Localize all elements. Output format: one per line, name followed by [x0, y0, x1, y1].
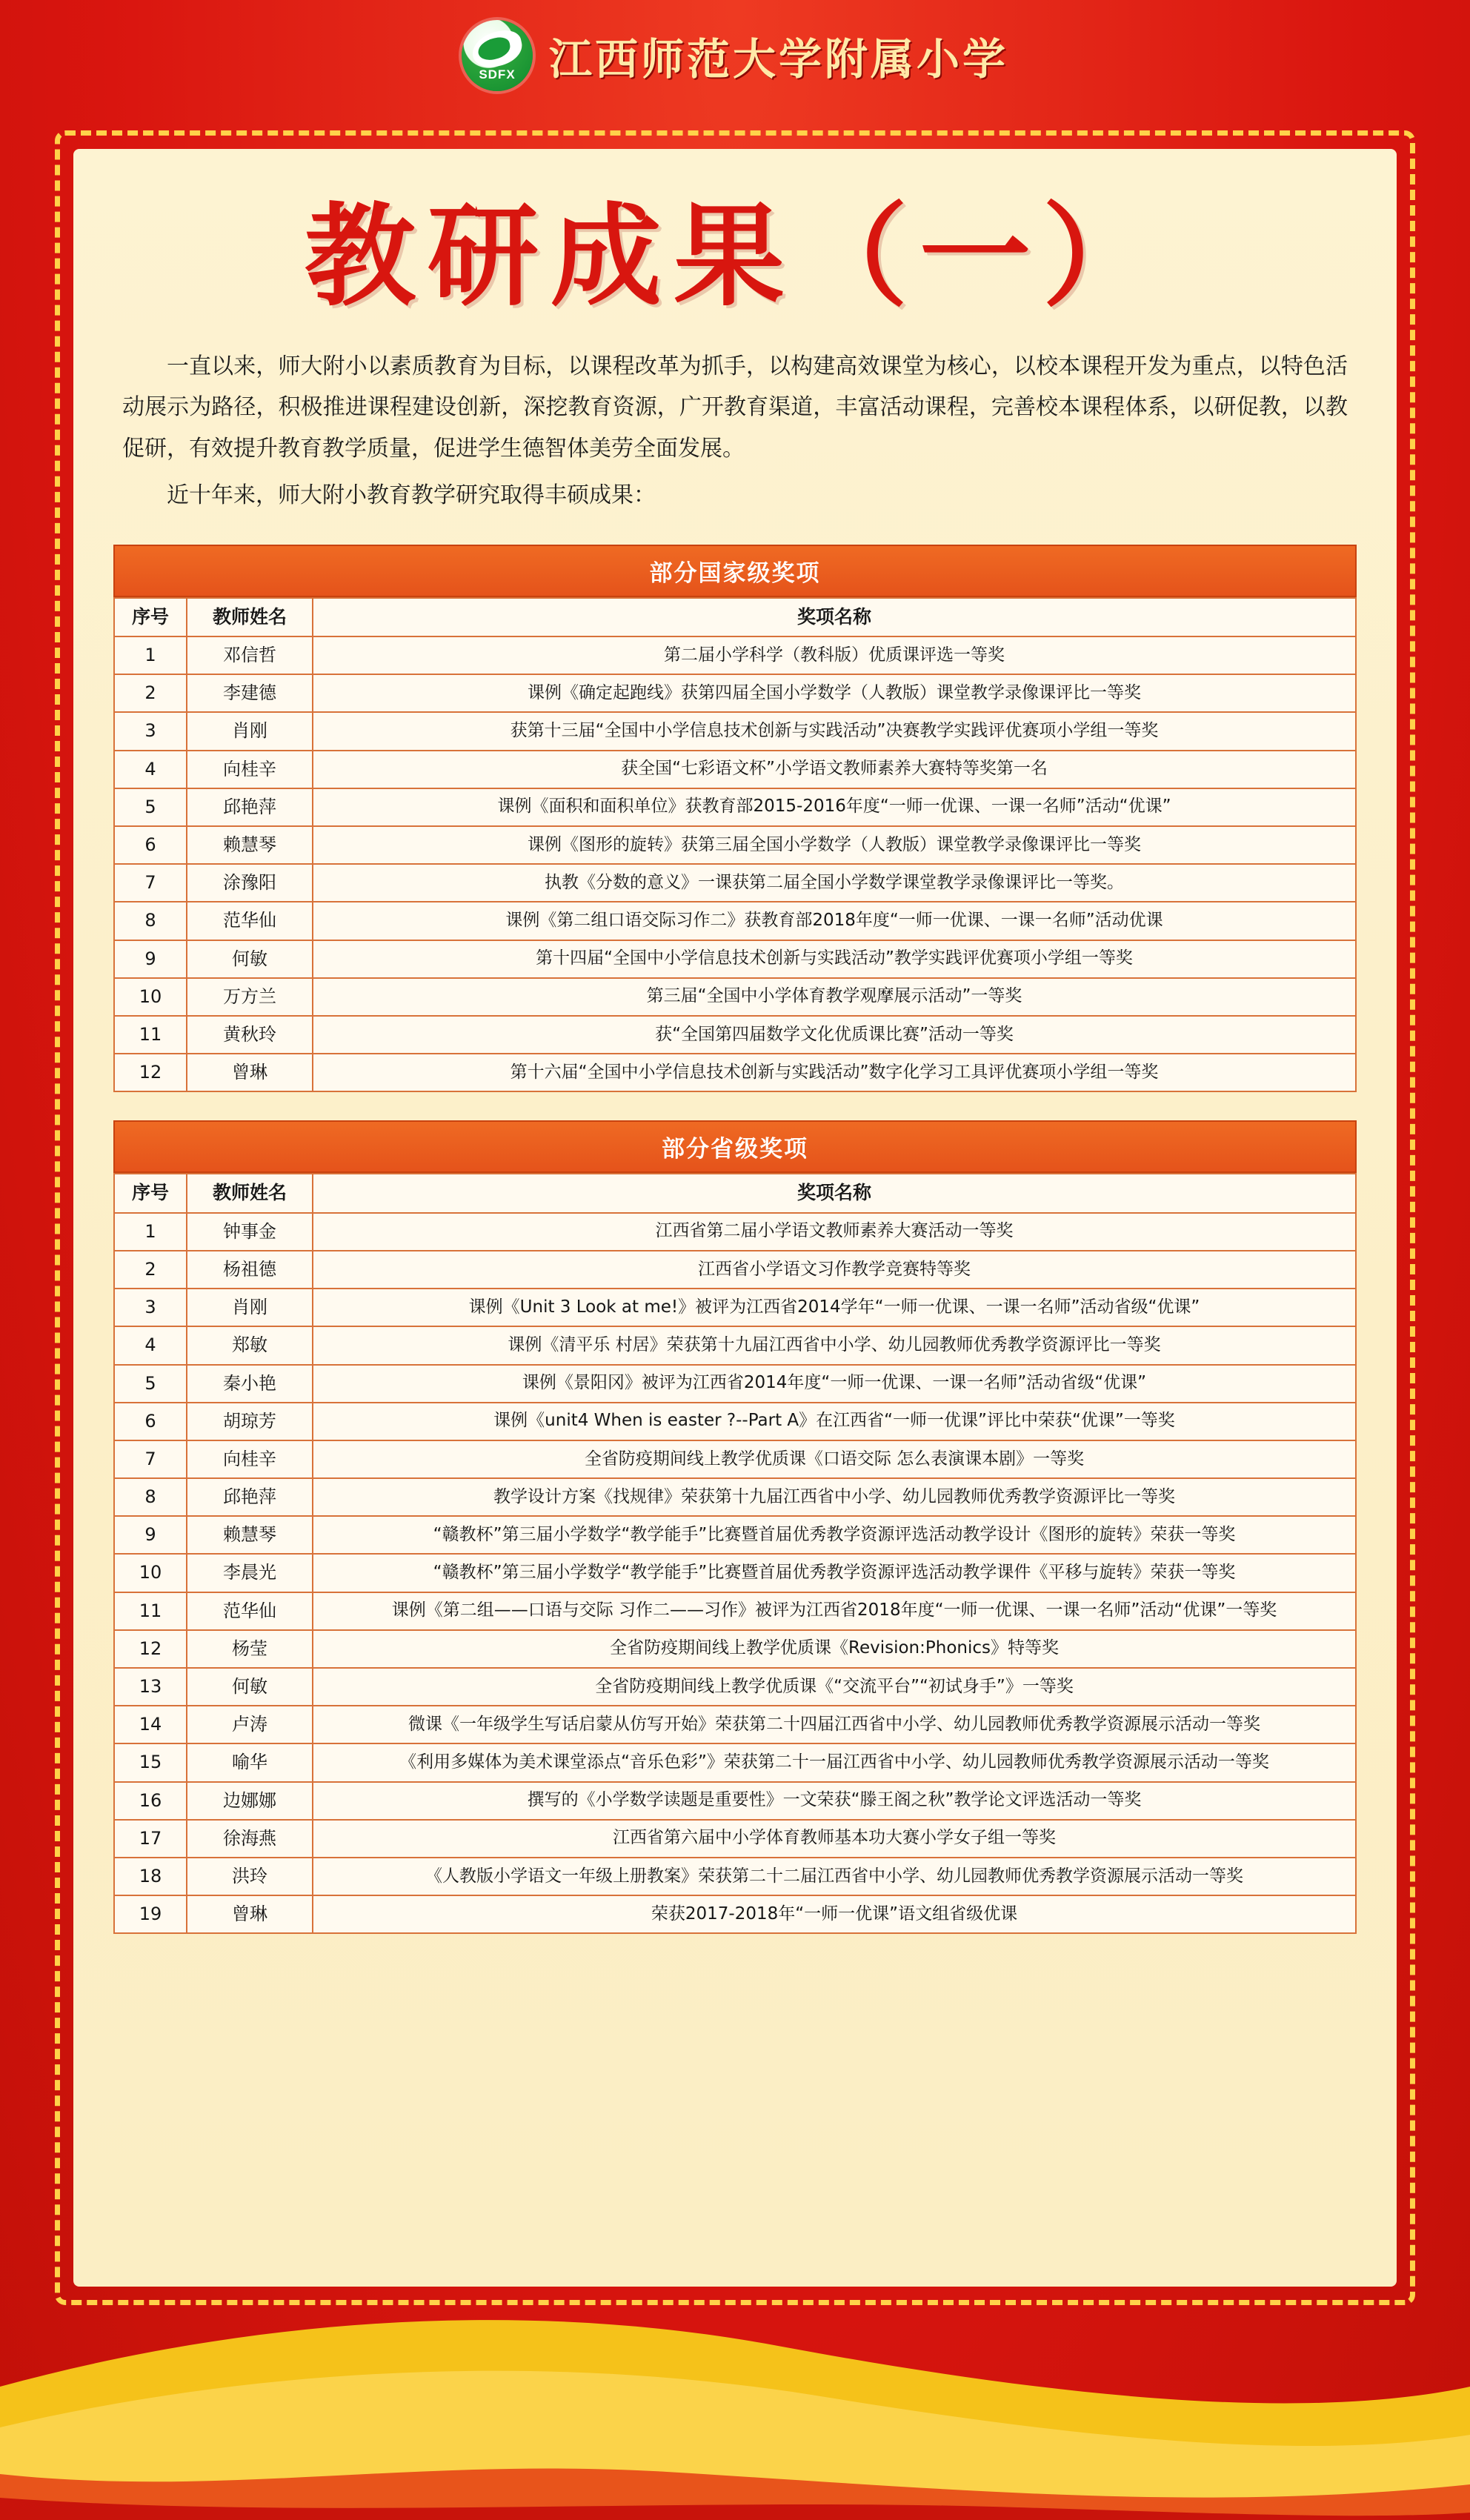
table-row	[114, 864, 1356, 902]
table-row	[114, 1630, 1356, 1668]
table-row	[114, 826, 1356, 864]
cell-teacher-name: 向桂辛	[187, 751, 313, 788]
table-row	[114, 1016, 1356, 1054]
table-row	[114, 1403, 1356, 1440]
cell-teacher-name: 李晨光	[187, 1554, 313, 1592]
cell-teacher-name: 郑敏	[187, 1326, 313, 1364]
cell-no: 9	[114, 940, 187, 978]
page-title: 教研成果（一）	[304, 191, 1165, 322]
cell-teacher-name: 李建德	[187, 674, 313, 712]
cell-no: 13	[114, 1668, 187, 1706]
cell-teacher-name: 何敏	[187, 1668, 313, 1706]
cell-teacher-name: 杨祖德	[187, 1251, 313, 1289]
cell-award-name: 江西省小学语文习作教学竞赛特等奖	[313, 1251, 1356, 1289]
table-row	[114, 1213, 1356, 1251]
cell-teacher-name: 涂豫阳	[187, 864, 313, 902]
intro-text	[113, 346, 1357, 516]
cell-no: 5	[114, 788, 187, 826]
cell-teacher-name: 曾琳	[187, 1895, 313, 1933]
table-row	[114, 1289, 1356, 1326]
cell-award-name: 全省防疫期间线上教学优质课《Revision:Phonics》特等奖	[313, 1630, 1356, 1668]
cell-award-name: 《利用多媒体为美术课堂添点“音乐色彩”》荣获第二十一届江西省中小学、幼儿园教师优秀教学资源展示活动一等奖	[313, 1743, 1356, 1781]
cell-no: 2	[114, 1251, 187, 1289]
intro-paragraph-1: 一直以来，师大附小以素质教育为目标，以课程改革为抓手，以构建高效课堂为核心，以校本课程开发为重点，以特色活动展示为路径，积极推进课程建设创新，深挖教育资源，广开教育渠道，丰富活动课程，完善校本课程体系，以研促教，以教促研，有效提升教育教学质量，促进学生德智体美劳全面发展。	[122, 353, 1348, 462]
section-heading-national: 部分国家级奖项	[113, 545, 1357, 597]
intro-paragraph-2: 近十年来，师大附小教育教学研究取得丰硕成果：	[167, 482, 656, 508]
cell-no: 4	[114, 1326, 187, 1364]
table-row	[114, 1858, 1356, 1895]
cell-no: 1	[114, 1213, 187, 1251]
cell-teacher-name: 钟事金	[187, 1213, 313, 1251]
table-row	[114, 1820, 1356, 1858]
table-row	[114, 788, 1356, 826]
cell-teacher-name: 胡琼芳	[187, 1403, 313, 1440]
cell-award-name: 获“全国第四届数学文化优质课比赛”活动一等奖	[313, 1016, 1356, 1054]
cell-award-name: 第二届小学科学（教科版）优质课评选一等奖	[313, 636, 1356, 674]
cell-teacher-name: 徐海燕	[187, 1820, 313, 1858]
cell-award-name: 第十四届“全国中小学信息技术创新与实践活动”教学实践评优赛项小学组一等奖	[313, 940, 1356, 978]
section-province	[113, 1120, 1357, 1934]
cell-no: 12	[114, 1054, 187, 1091]
cell-award-name: 课例《清平乐 村居》荣获第十九届江西省中小学、幼儿园教师优秀教学资源评比一等奖	[313, 1326, 1356, 1364]
cell-no: 3	[114, 1289, 187, 1326]
cell-award-name: 第十六届“全国中小学信息技术创新与实践活动”数字化学习工具评优赛项小学组一等奖	[313, 1054, 1356, 1091]
cell-teacher-name: 卢涛	[187, 1706, 313, 1743]
table-row	[114, 712, 1356, 750]
cell-no: 10	[114, 978, 187, 1016]
cell-no: 1	[114, 636, 187, 674]
column-header-award: 奖项名称	[313, 1174, 1356, 1213]
cell-no: 3	[114, 712, 187, 750]
cell-no: 6	[114, 826, 187, 864]
cell-teacher-name: 秦小艳	[187, 1365, 313, 1403]
cell-teacher-name: 肖刚	[187, 712, 313, 750]
cell-award-name: 获全国“七彩语文杯”小学语文教师素养大赛特等奖第一名	[313, 751, 1356, 788]
cell-teacher-name: 向桂辛	[187, 1440, 313, 1478]
table-row	[114, 1251, 1356, 1289]
table-header-row	[114, 1174, 1356, 1213]
bottom-wave-decoration	[0, 2275, 1470, 2520]
cell-no: 4	[114, 751, 187, 788]
cell-no: 14	[114, 1706, 187, 1743]
cell-teacher-name: 边娜娜	[187, 1782, 313, 1820]
cell-no: 15	[114, 1743, 187, 1781]
cell-award-name: 江西省第二届小学语文教师素养大赛活动一等奖	[313, 1213, 1356, 1251]
table-row	[114, 674, 1356, 712]
cell-award-name: 撰写的《小学数学读题是重要性》一文荣获“滕王阁之秋”教学论文评选活动一等奖	[313, 1782, 1356, 1820]
cell-teacher-name: 何敏	[187, 940, 313, 978]
table-row	[114, 636, 1356, 674]
cell-award-name: 课例《确定起跑线》获第四届全国小学数学（人教版）课堂教学录像课评比一等奖	[313, 674, 1356, 712]
cell-no: 2	[114, 674, 187, 712]
cell-no: 10	[114, 1554, 187, 1592]
cell-teacher-name: 邱艳萍	[187, 1478, 313, 1516]
cell-award-name: 江西省第六届中小学体育教师基本功大赛小学女子组一等奖	[313, 1820, 1356, 1858]
cell-teacher-name: 万方兰	[187, 978, 313, 1016]
cell-teacher-name: 赖慧琴	[187, 826, 313, 864]
school-name: 江西师范大学附属小学	[548, 34, 1008, 84]
cell-award-name: “赣教杯”第三届小学数学“教学能手”比赛暨首届优秀教学资源评选活动教学课件《平移与旋转》荣获一等奖	[313, 1554, 1356, 1592]
paper-sheet	[73, 149, 1397, 2287]
cell-award-name: 课例《第二组——口语与交际 习作二——习作》被评为江西省2018年度“一师一优课、一课一名师”活动“优课”一等奖	[313, 1592, 1356, 1630]
poster-header	[0, 0, 1470, 111]
cell-teacher-name: 邓信哲	[187, 636, 313, 674]
cell-award-name: 第三届“全国中小学体育教学观摩展示活动”一等奖	[313, 978, 1356, 1016]
column-header-no: 序号	[114, 1174, 187, 1213]
table-row	[114, 751, 1356, 788]
cell-teacher-name: 赖慧琴	[187, 1516, 313, 1554]
table-row	[114, 940, 1356, 978]
cell-no: 16	[114, 1782, 187, 1820]
cell-award-name: 《人教版小学语文一年级上册教案》荣获第二十二届江西省中小学、幼儿园教师优秀教学资源展示活动一等奖	[313, 1858, 1356, 1895]
cell-no: 8	[114, 902, 187, 940]
cell-no: 7	[114, 1440, 187, 1478]
table-row	[114, 1516, 1356, 1554]
cell-no: 12	[114, 1630, 187, 1668]
cell-award-name: 课例《Unit 3 Look at me!》被评为江西省2014学年“一师一优课、一课一名师”活动省级“优课”	[313, 1289, 1356, 1326]
cell-teacher-name: 黄秋玲	[187, 1016, 313, 1054]
cell-no: 5	[114, 1365, 187, 1403]
table-row	[114, 1895, 1356, 1933]
dashed-frame	[55, 130, 1415, 2305]
logo-abbreviation: SDFX	[479, 67, 516, 82]
cell-award-name: 课例《景阳冈》被评为江西省2014年度“一师一优课、一课一名师”活动省级“优课”	[313, 1365, 1356, 1403]
table-row	[114, 1554, 1356, 1592]
section-heading-province: 部分省级奖项	[113, 1120, 1357, 1173]
cell-no: 9	[114, 1516, 187, 1554]
cell-teacher-name: 杨莹	[187, 1630, 313, 1668]
cell-no: 8	[114, 1478, 187, 1516]
cell-award-name: 课例《图形的旋转》获第三届全国小学数学（人教版）课堂教学录像课评比一等奖	[313, 826, 1356, 864]
cell-award-name: 课例《面积和面积单位》获教育部2015-2016年度“一师一优课、一课一名师”活动“优课”	[313, 788, 1356, 826]
table-row	[114, 1365, 1356, 1403]
column-header-teacher: 教师姓名	[187, 1174, 313, 1213]
table-row	[114, 1440, 1356, 1478]
cell-no: 11	[114, 1016, 187, 1054]
table-national-awards	[113, 597, 1357, 1093]
table-row	[114, 1054, 1356, 1091]
cell-award-name: 执教《分数的意义》一课获第二届全国小学数学课堂教学录像课评比一等奖。	[313, 864, 1356, 902]
cell-award-name: 全省防疫期间线上教学优质课《“交流平台”“初试身手”》一等奖	[313, 1668, 1356, 1706]
table-row	[114, 902, 1356, 940]
cell-no: 19	[114, 1895, 187, 1933]
table-row	[114, 1782, 1356, 1820]
cell-award-name: 获第十三届“全国中小学信息技术创新与实践活动”决赛教学实践评优赛项小学组一等奖	[313, 712, 1356, 750]
school-logo-icon	[462, 20, 533, 91]
cell-no: 7	[114, 864, 187, 902]
section-national	[113, 545, 1357, 1093]
table-row	[114, 1743, 1356, 1781]
cell-award-name: 教学设计方案《找规律》荣获第十九届江西省中小学、幼儿园教师优秀教学资源评比一等奖	[313, 1478, 1356, 1516]
cell-award-name: 微课《一年级学生写话启蒙从仿写开始》荣获第二十四届江西省中小学、幼儿园教师优秀教学资源展示活动一等奖	[313, 1706, 1356, 1743]
cell-teacher-name: 邱艳萍	[187, 788, 313, 826]
table-row	[114, 1706, 1356, 1743]
cell-no: 18	[114, 1858, 187, 1895]
cell-no: 6	[114, 1403, 187, 1440]
table-row	[114, 1668, 1356, 1706]
column-header-teacher: 教师姓名	[187, 598, 313, 637]
table-header-row	[114, 598, 1356, 637]
column-header-no: 序号	[114, 598, 187, 637]
cell-teacher-name: 喻华	[187, 1743, 313, 1781]
cell-teacher-name: 肖刚	[187, 1289, 313, 1326]
cell-teacher-name: 范华仙	[187, 902, 313, 940]
cell-award-name: 全省防疫期间线上教学优质课《口语交际 怎么表演课本剧》一等奖	[313, 1440, 1356, 1478]
table-row	[114, 978, 1356, 1016]
cell-award-name: 课例《第二组口语交际习作二》获教育部2018年度“一师一优课、一课一名师”活动优课	[313, 902, 1356, 940]
cell-teacher-name: 洪玲	[187, 1858, 313, 1895]
cell-no: 11	[114, 1592, 187, 1630]
cell-teacher-name: 范华仙	[187, 1592, 313, 1630]
cell-award-name: 课例《unit4 When is easter ?--Part A》在江西省“一师一优课”评比中荣获“优课”一等奖	[313, 1403, 1356, 1440]
table-row	[114, 1326, 1356, 1364]
logo-swoosh-icon	[469, 27, 525, 70]
cell-no: 17	[114, 1820, 187, 1858]
table-row	[114, 1478, 1356, 1516]
cell-teacher-name: 曾琳	[187, 1054, 313, 1091]
cell-award-name: “赣教杯”第三届小学数学“教学能手”比赛暨首届优秀教学资源评选活动教学设计《图形的旋转》荣获一等奖	[313, 1516, 1356, 1554]
table-row	[114, 1592, 1356, 1630]
table-province-awards	[113, 1173, 1357, 1934]
column-header-award: 奖项名称	[313, 598, 1356, 637]
cell-award-name: 荣获2017-2018年“一师一优课”语文组省级优课	[313, 1895, 1356, 1933]
